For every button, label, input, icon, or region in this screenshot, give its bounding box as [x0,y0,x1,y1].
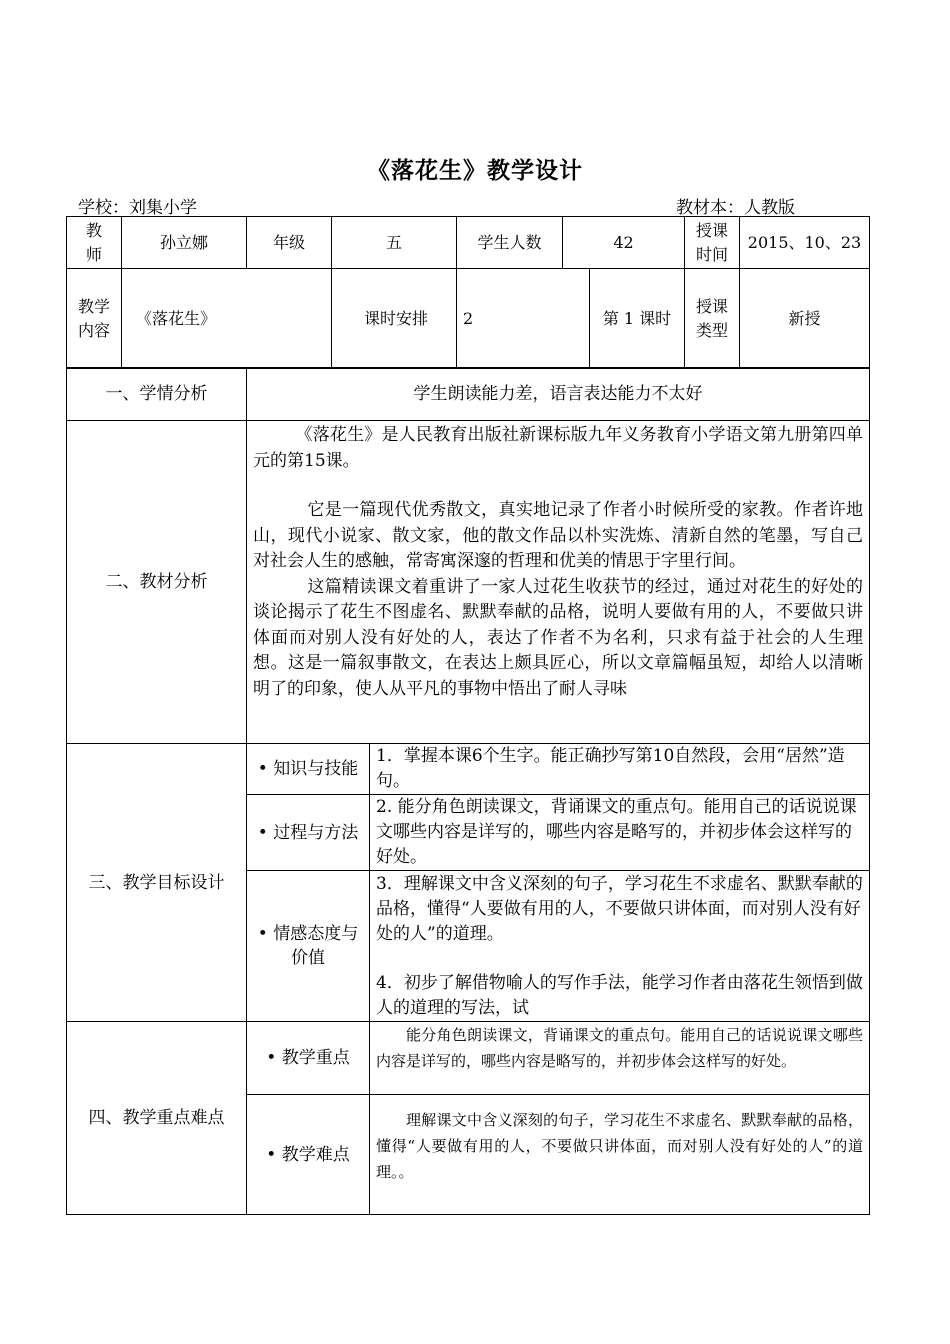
section1-text: 学生朗读能力差，语言表达能力不太好 [247,368,870,421]
process-objective: 2. 能分角色朗读课文，背诵课文的重点句。能用自己的话说说课文哪些内容是详写的，哪些内容是略写的，并初步体会这样写的好处。 [370,795,870,871]
key-point-label: • 教学重点 [247,1022,370,1095]
section2-paragraph-1: 《落花生》是人民教育出版社新课标版九年义务教育小学语文第九册第四单元的第15课。 [253,425,863,471]
grade-value: 五 [332,217,457,269]
section2-paragraph-2: 它是一篇现代优秀散文，真实地记录了作者小时候所受的家教。作者许地山，现代小说家、散文家，他的散文作品以朴实洗炼、清新自然的笔墨，写自己对社会人生的感触，常寄寓深邃的哲理和优美的情思于字里行间。 [253,500,863,571]
design-table [66,367,870,1215]
type-label: 授课类型 [685,269,740,369]
key-point-text: 能分角色朗读课文，背诵课文的重点句。能用自己的话说说课文哪些内容是详写的，哪些内容是略写的，并初步体会这样写的好处。 [370,1022,870,1095]
emotion-objective-1: 3．理解课文中含义深刻的句子，学习花生不求虚名、默默奉献的品格，懂得“人要做有用的人，不要做只讲体面，而对别人没有好处的人”的道理。 [376,873,863,944]
knowledge-objective: 1．掌握本课6个生字。能正确抄写第10自然段，会用“居然”造句。 [370,744,870,795]
section1-label: 一、学情分析 [67,368,247,421]
section3-label: 三、教学目标设计 [67,744,247,1022]
textbook-version: 教材本：人教版 [676,198,795,218]
emotion-label: • 情感态度与价值 [247,871,370,1022]
teacher-label: 教 师 [67,217,122,269]
lesson-info-table [66,216,870,369]
students-value: 42 [563,217,685,269]
school-name: 学校：刘集小学 [78,198,197,218]
section2-paragraph-3: 这篇精读课文着重讲了一家人过花生收获节的经过，通过对花生的好处的谈论揭示了花生不图虚名、默默奉献的品格，说明人要做有用的人，不要做只讲体面而对别人没有好处的人，表达了作者不为名利，只求有益于社会的人生理想。这是一篇叙事散文，在表达上颇具匠心，所以文章篇幅虽短，却给人以清晰明了的印象，使人从平凡的事物中悟出了耐人寻味 [253,576,863,699]
date-label: 授课时间 [685,217,740,269]
hours-value: 2 [457,269,590,369]
grade-label: 年级 [247,217,332,269]
emotion-objective [370,871,870,1022]
emotion-objective-2: 4．初步了解借物喻人的写作手法，能学习作者由落花生领悟到做人的道理的写法，试 [376,972,863,1018]
process-label: • 过程与方法 [247,795,370,871]
section4-label: 四、教学重点难点 [67,1022,247,1215]
hours-label: 课时安排 [332,269,457,369]
content-label: 教学内容 [67,269,122,369]
knowledge-label: • 知识与技能 [247,744,370,795]
teacher-name: 孙立娜 [122,217,247,269]
type-value: 新授 [740,269,870,369]
content-value: 《落花生》 [122,269,332,369]
lesson-number: 第 1 课时 [590,269,685,369]
document-title: 《落花生》教学设计 [367,157,583,184]
date-value: 2015、10、23 [740,217,870,269]
difficult-point-label: • 教学难点 [247,1095,370,1215]
students-label: 学生人数 [457,217,563,269]
difficult-point-text: 理解课文中含义深刻的句子，学习花生不求虚名、默默奉献的品格，懂得“人要做有用的人，不要做只讲体面，而对别人没有好处的人”的道理。。 [370,1095,870,1215]
section2-content [247,421,870,744]
section2-label: 二、教材分析 [67,421,247,744]
